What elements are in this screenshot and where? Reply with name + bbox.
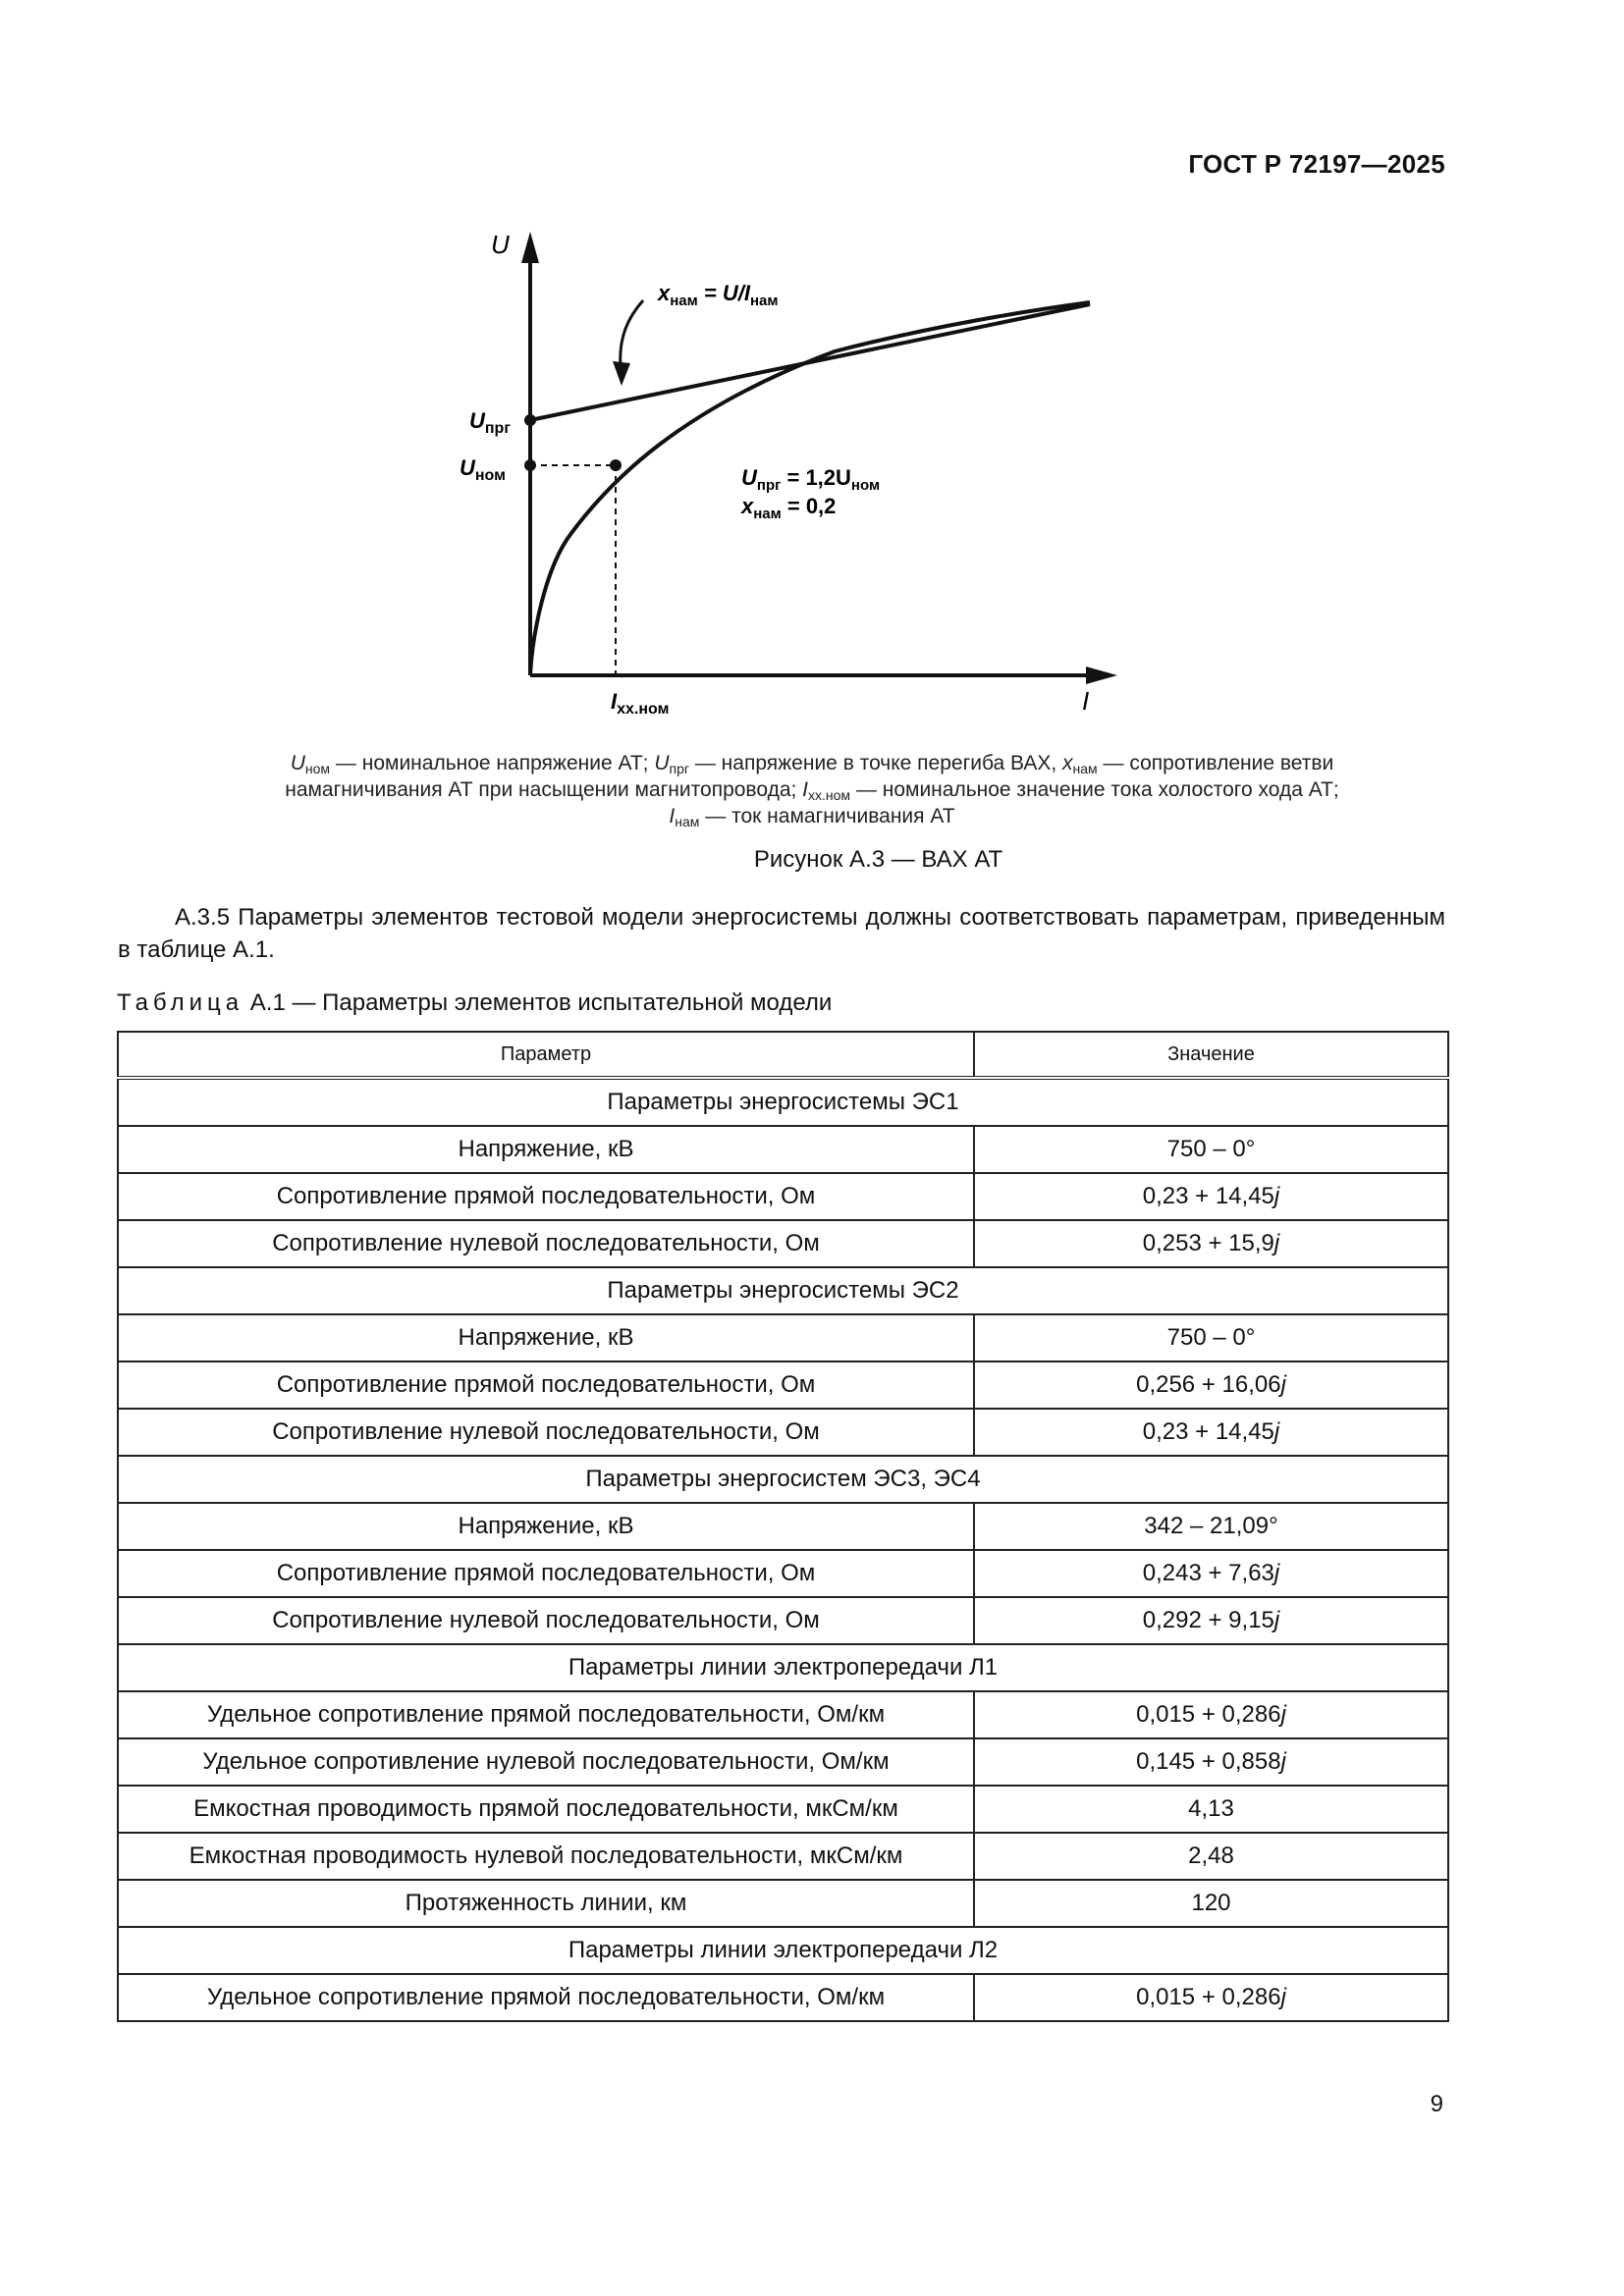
note-line-2: $x_{нам} = 0,2$: [741, 494, 837, 522]
header-value: Значение: [974, 1032, 1448, 1078]
table-caption: Таблица А.1 — Параметры элементов испытательной модели: [117, 989, 833, 1016]
value-cell: [974, 1409, 1448, 1456]
value-text: 0,253 + 15,9: [1142, 1230, 1274, 1256]
document-header: ГОСТ Р 72197—2025: [1188, 149, 1445, 179]
param-cell: Напряжение, кВ: [118, 1314, 974, 1362]
table-row: [118, 1880, 1448, 1927]
imaginary-unit: j: [1273, 1560, 1280, 1586]
param-cell: Сопротивление нулевой последовательности, Ом: [118, 1220, 974, 1267]
value-cell: [974, 1738, 1448, 1786]
section-title: Параметры энергосистем ЭС3, ЭС4: [118, 1456, 1448, 1503]
param-cell: Напряжение, кВ: [118, 1503, 974, 1550]
table-row: [118, 1738, 1448, 1786]
formula-arrow: [621, 300, 643, 366]
note-line-1: $U_{прг} = 1,2U_{ном}$: [741, 465, 881, 494]
table-row: [118, 1691, 1448, 1738]
page-number: 9: [1430, 2091, 1443, 2117]
section-row: [118, 1078, 1448, 1126]
formula-arrow-head: [613, 361, 630, 386]
x-axis-arrow: [1086, 667, 1117, 684]
legend-line-2: намагничивания АТ при насыщении магнитопровода; $I_{хх.ном}$ — номинальное значение тока холостого хода АТ;: [285, 778, 1339, 803]
section-row: [118, 1267, 1448, 1314]
param-cell: Напряжение, кВ: [118, 1126, 974, 1173]
value-text: 0,243 + 7,63: [1142, 1560, 1274, 1586]
table-row: [118, 1314, 1448, 1362]
imaginary-unit: j: [1280, 1984, 1286, 2010]
value-cell: [974, 1786, 1448, 1833]
legend-line-3: $I_{нам}$ — ток намагничивания АТ: [669, 805, 955, 829]
value-text: 2,48: [1188, 1842, 1234, 1869]
y-axis-arrow: [521, 232, 539, 263]
table-body: [118, 1078, 1448, 2021]
value-text: 0,23 + 14,45: [1142, 1183, 1274, 1209]
value-cell: [974, 1691, 1448, 1738]
figure-legend: [187, 750, 1437, 829]
u-nom-point: [524, 459, 536, 471]
value-cell: [974, 1833, 1448, 1880]
value-text: 750 – 0°: [1166, 1136, 1256, 1162]
value-cell: [974, 1220, 1448, 1267]
param-cell: Удельное сопротивление прямой последовательности, Ом/км: [118, 1974, 974, 2021]
y-axis-label: U: [491, 230, 510, 259]
formula-label: $x_{нам} = U/I_{нам}$: [658, 281, 779, 309]
param-cell: Емкостная проводимость прямой последовательности, мкСм/км: [118, 1786, 974, 1833]
param-cell: Сопротивление прямой последовательности, Ом: [118, 1550, 974, 1597]
table-header-row: [118, 1032, 1448, 1078]
table-row: [118, 1126, 1448, 1173]
u-nom-label: $U_{ном}$: [460, 455, 506, 484]
param-cell: Сопротивление прямой последовательности, Ом: [118, 1173, 974, 1220]
imaginary-unit: j: [1280, 1701, 1286, 1728]
table-row: [118, 1173, 1448, 1220]
parameters-table: [117, 1031, 1449, 2022]
value-text: 120: [1191, 1890, 1231, 1916]
value-text: 0,23 + 14,45: [1142, 1418, 1274, 1445]
table-row: [118, 1833, 1448, 1880]
value-text: 0,015 + 0,286: [1136, 1984, 1281, 2010]
value-cell: [974, 1597, 1448, 1644]
value-cell: [974, 1362, 1448, 1409]
section-title: Параметры энергосистемы ЭС1: [118, 1078, 1448, 1126]
value-cell: [974, 1503, 1448, 1550]
value-text: 342 – 21,09°: [1144, 1513, 1278, 1539]
imaginary-unit: j: [1273, 1418, 1280, 1445]
param-cell: Сопротивление нулевой последовательности, Ом: [118, 1409, 974, 1456]
header-parameter: Параметр: [118, 1032, 974, 1078]
param-cell: Удельное сопротивление прямой последовательности, Ом/км: [118, 1691, 974, 1738]
u-prg-point: [524, 414, 536, 426]
imaginary-unit: j: [1280, 1748, 1286, 1775]
legend-line-1: $U_{ном}$ — номинальное напряжение АТ; $U_{прг}$ — напряжение в точке перегиба ВАХ, $x_{нам}$ — сопротивление ветви: [290, 752, 1334, 776]
table-row: [118, 1786, 1448, 1833]
value-text: 0,145 + 0,858: [1136, 1748, 1281, 1775]
table-row: [118, 1503, 1448, 1550]
imaginary-unit: j: [1273, 1183, 1280, 1209]
imaginary-unit: j: [1280, 1371, 1286, 1398]
value-cell: [974, 1126, 1448, 1173]
value-text: 0,292 + 9,15: [1142, 1607, 1274, 1633]
section-title: Параметры линии электропередачи Л2: [118, 1927, 1448, 1974]
figure-caption: Рисунок А.3 — ВАХ АТ: [753, 846, 1003, 873]
param-cell: Протяженность линии, км: [118, 1880, 974, 1927]
value-cell: [974, 1974, 1448, 2021]
section-title: Параметры линии электропередачи Л1: [118, 1644, 1448, 1691]
table-row: [118, 1409, 1448, 1456]
param-cell: Емкостная проводимость нулевой последовательности, мкСм/км: [118, 1833, 974, 1880]
value-text: 0,256 + 16,06: [1136, 1371, 1281, 1398]
value-cell: [974, 1314, 1448, 1362]
section-row: [118, 1927, 1448, 1974]
vax-figure: [422, 224, 1129, 724]
table-row: [118, 1550, 1448, 1597]
value-cell: [974, 1880, 1448, 1927]
param-cell: Сопротивление прямой последовательности, Ом: [118, 1362, 974, 1409]
intersection-point: [610, 459, 622, 471]
u-prg-label: $U_{прг}$: [469, 408, 511, 437]
value-cell: [974, 1173, 1448, 1220]
table-row: [118, 1597, 1448, 1644]
body-paragraph: А.3.5 Параметры элементов тестовой модели энергосистемы должны соответствовать параметрам, приведенным в таблице А.1.: [118, 904, 1445, 963]
i-xx-label: $I_{хх.ном}$: [611, 689, 670, 718]
value-cell: [974, 1550, 1448, 1597]
value-text: 4,13: [1188, 1795, 1234, 1822]
table-row: [118, 1362, 1448, 1409]
section-row: [118, 1456, 1448, 1503]
imaginary-unit: j: [1273, 1607, 1280, 1633]
section-row: [118, 1644, 1448, 1691]
x-axis-label: I: [1082, 686, 1090, 716]
param-cell: Сопротивление нулевой последовательности, Ом: [118, 1597, 974, 1644]
section-title: Параметры энергосистемы ЭС2: [118, 1267, 1448, 1314]
table-row: [118, 1974, 1448, 2021]
imaginary-unit: j: [1273, 1230, 1280, 1256]
param-cell: Удельное сопротивление нулевой последовательности, Ом/км: [118, 1738, 974, 1786]
value-text: 0,015 + 0,286: [1136, 1701, 1281, 1728]
value-text: 750 – 0°: [1166, 1324, 1256, 1351]
table-row: [118, 1220, 1448, 1267]
